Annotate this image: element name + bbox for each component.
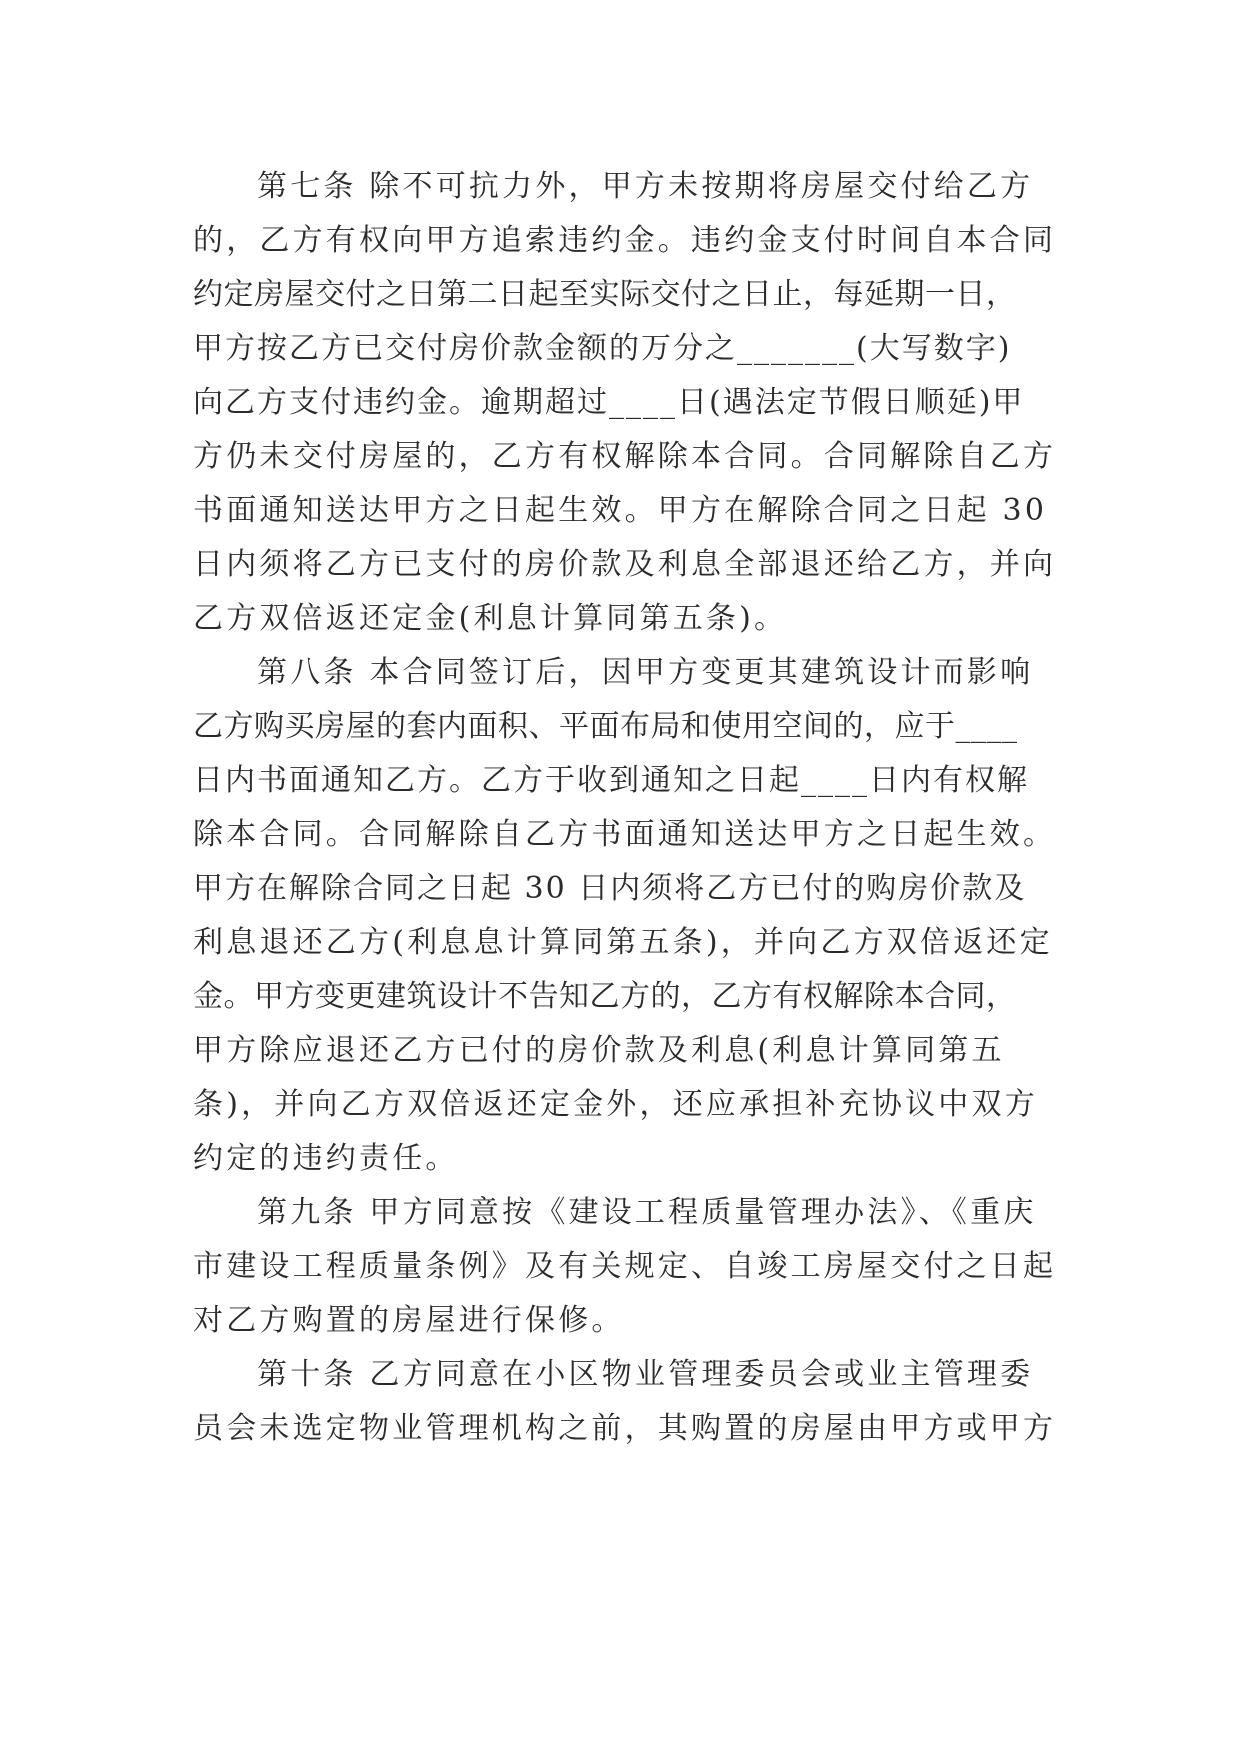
article-8-line-9: 条)，并向乙方双倍返还定金外，还应承担补充协议中双方: [193, 1087, 1038, 1122]
article-8-line-3: 日内书面通知乙方。乙方于收到通知之日起____日内有权解: [193, 763, 1029, 798]
article-8-line-5: 甲方在解除合同之日起 30 日内须将乙方已付的购房价款及: [193, 871, 1027, 906]
article-7-line-1: 第七条 除不可抗力外，甲方未按期将房屋交付给乙方: [257, 169, 1034, 204]
article-7-line-6: 方仍未交付房屋的，乙方有权解除本合同。合同解除自乙方: [193, 439, 1057, 474]
article-8-line-10: 约定的违约责任。: [193, 1141, 459, 1176]
article-9-line-3: 对乙方购置的房屋进行保修。: [193, 1303, 625, 1338]
article-8-line-8: 甲方除应退还乙方已付的房价款及利息(利息计算同第五: [193, 1033, 1005, 1068]
article-7-line-2: 的，乙方有权向甲方追索违约金。违约金支付时间自本合同: [193, 223, 1057, 258]
article-8-line-4: 除本合同。合同解除自乙方书面通知送达甲方之日起生效。: [193, 817, 1057, 852]
article-7-line-3: 约定房屋交付之日第二日起至实际交付之日止，每延期一日，: [193, 277, 1017, 312]
article-7-line-4: 甲方按乙方已交付房价款金额的万分之_______(大写数字): [193, 331, 1012, 366]
article-7-line-7: 书面通知送达甲方之日起生效。甲方在解除合同之日起 30: [193, 493, 1048, 528]
article-8-line-1: 第八条 本合同签订后，因甲方变更其建筑设计而影响: [257, 655, 1034, 690]
contract-text: [193, 160, 1073, 1456]
article-8-line-2: 乙方购买房屋的套内面积、平面布局和使用空间的，应于____: [193, 709, 1018, 744]
article-8-line-7: 金。甲方变更建筑设计不告知乙方的，乙方有权解除本合同，: [193, 979, 1017, 1014]
article-7-line-5: 向乙方支付违约金。逾期超过____日(遇法定节假日顺延)甲: [193, 385, 1025, 420]
article-7-line-9: 乙方双倍返还定金(利息计算同第五条)。: [193, 601, 788, 636]
article-10-line-1: 第十条 乙方同意在小区物业管理委员会或业主管理委: [257, 1357, 1034, 1392]
article-9-line-2: 市建设工程质量条例》及有关规定、自竣工房屋交付之日起: [193, 1249, 1057, 1284]
article-9-line-1: 第九条 甲方同意按《建设工程质量管理办法》、《重庆: [257, 1195, 1037, 1230]
article-10-line-2: 员会未选定物业管理机构之前，其购置的房屋由甲方或甲方: [193, 1411, 1057, 1446]
article-7-line-8: 日内须将乙方已支付的房价款及利息全部退还给乙方，并向: [193, 547, 1057, 582]
article-8-line-6: 利息退还乙方(利息息计算同第五条)，并向乙方双倍返还定: [193, 925, 1053, 960]
